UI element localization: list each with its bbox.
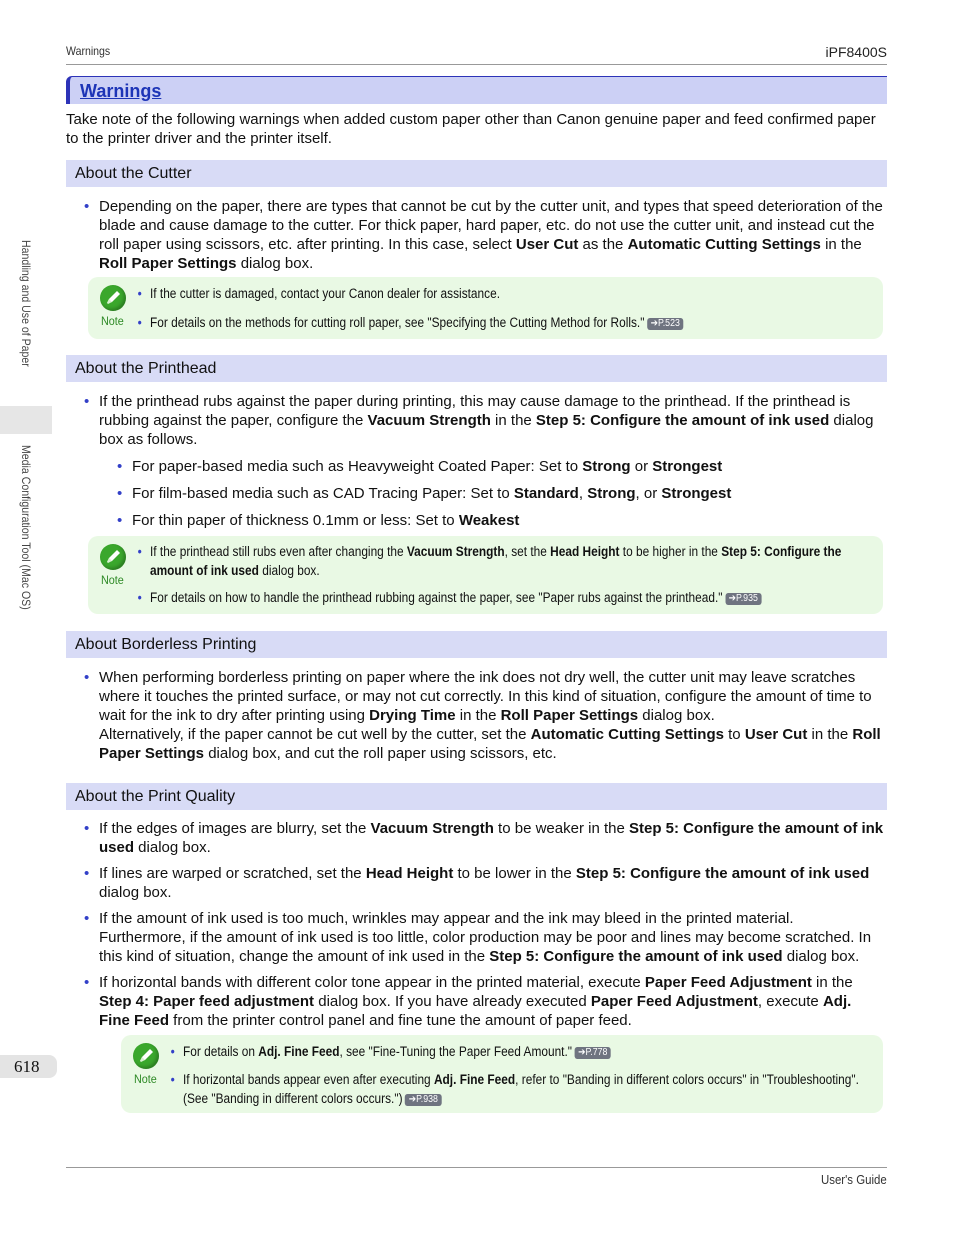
bullet-cutter-1: • Depending on the paper, there are types that cannot be cut by the cutter unit, and types that speed deterioration of the blade and cause damage to the cutter. For thick paper, hard paper, etc. do not use the cutter unit, and instead cut the roll paper using scissors, etc. after printing. In this case, select User Cut as the Automatic Cutting Settings in the Roll Paper Settings dialog box. (84, 198, 883, 272)
page-ref-link[interactable]: ➔P.935 (725, 593, 761, 605)
running-header-section: Warnings (66, 44, 111, 58)
note-item-printhead-2: • For details on how to handle the printhead rubbing against the paper, see "Paper rubs against the printhead." ➔P.935 (150, 588, 880, 607)
section-heading-cutter-bar (66, 160, 887, 187)
note-box-quality (121, 1035, 883, 1113)
running-header-model: iPF8400S (825, 44, 887, 60)
section-heading-borderless-bar (66, 631, 887, 658)
page-title-bar (66, 76, 887, 104)
note-label: Note (134, 1072, 157, 1086)
note-item-cutter-2: • For details on the methods for cutting roll paper, see "Specifying the Cutting Method for Rolls." ➔P.523 (150, 313, 872, 332)
bullet-borderless-1: • When performing borderless printing on paper where the ink does not dry well, the cutter unit may leave scratches where it touches the printed surface, or may not cut correctly. In this kind of situation, configure the amount of time to wait for the ink to dry after printing using Drying Time in the Roll Paper Settings dialog box. Alternatively, if the paper cannot be cut well by the cutter, set the Automatic Cutting Settings to User Cut in the Roll Paper Settings dialog box, and cut the roll paper using scissors, etc. (84, 669, 881, 762)
bullet-quality-1: • If the edges of images are blurry, set the Vacuum Strength to be weaker in the Step 5: Configure the amount of ink used dialog box. (84, 820, 884, 856)
page-title[interactable]: Warnings (80, 81, 162, 101)
note-pencil-icon (133, 1043, 159, 1069)
page-ref-link[interactable]: ➔P.778 (575, 1047, 611, 1059)
intro-paragraph: Take note of the following warnings when added custom paper other than Canon genuine paper and feed confirmed paper to the printer driver and the printer itself. (66, 111, 876, 147)
side-tab-divider (0, 406, 52, 434)
section-heading-borderless: About Borderless Printing (75, 636, 257, 653)
note-box-printhead (88, 536, 883, 614)
section-heading-printhead-bar (66, 355, 887, 382)
page-number-box (0, 1055, 57, 1078)
footer-divider (66, 1167, 887, 1168)
sub-bullet-printhead-3: • For thin paper of thickness 0.1mm or less: Set to Weakest (117, 512, 520, 529)
note-item-quality-2: • If horizontal bands appear even after executing Adj. Fine Feed, refer to "Banding in different colors occurs" in "Troubleshooting". (See "Banding in different colors occurs.") ➔P.938 (170, 1072, 859, 1106)
note-item-cutter-1: • If the cutter is damaged, contact your Canon dealer for assistance. (137, 286, 500, 301)
bullet-quality-2: • If lines are warped or scratched, set the Head Height to be lower in the Step 5: Configure the amount of ink used dialog box. (84, 865, 870, 901)
sub-bullet-printhead-2: • For film-based media such as CAD Tracing Paper: Set to Standard, Strong, or Strongest (117, 485, 732, 502)
section-heading-cutter: About the Cutter (75, 165, 192, 182)
sub-bullet-printhead-1: • For paper-based media such as Heavyweight Coated Paper: Set to Strong or Strongest (117, 458, 723, 475)
section-heading-printhead: About the Printhead (75, 360, 217, 377)
bullet-quality-4: • If horizontal bands with different color tone appear in the printed material, execute Paper Feed Adjustment in the Step 4: Paper feed adjustment dialog box. If you have already executed Paper Feed Adjustment, execute Adj. Fine Feed from the printer control panel and fine tune the amount of paper feed. (84, 974, 853, 1029)
page-number: 618 (14, 1057, 40, 1076)
note-label: Note (101, 314, 124, 328)
footer-guide-name: User's Guide (821, 1172, 887, 1187)
bullet-printhead-1: • If the printhead rubs against the paper during printing, this may cause damage to the printhead. If the printhead is rubbing against the paper, configure the Vacuum Strength in the Step 5: Configure the amount of ink used dialog box as follows. (84, 393, 874, 448)
note-label: Note (101, 573, 124, 587)
header-divider (66, 64, 887, 65)
bullet-quality-3: • If the amount of ink used is too much, wrinkles may appear and the ink may bleed in the printed material. Furthermore, if the amount of ink used is too little, color production may be poor and lines may become scratched. In this kind of situation, change the amount of ink used in the Step 5: Configure the amount of ink used dialog box. (84, 910, 872, 965)
section-heading-quality: About the Print Quality (75, 788, 236, 805)
note-box-cutter (88, 277, 883, 339)
side-tab-media-config-tool[interactable]: Media Configuration Tool (Mac OS) (19, 445, 33, 610)
note-pencil-icon (100, 544, 126, 570)
section-heading-quality-bar (66, 783, 887, 810)
note-pencil-icon (100, 285, 126, 311)
page-ref-link[interactable]: ➔P.523 (647, 318, 683, 330)
page-ref-link[interactable]: ➔P.938 (405, 1094, 441, 1106)
note-item-quality-1: • For details on Adj. Fine Feed, see "Fine-Tuning the Paper Feed Amount." ➔P.778 (183, 1042, 878, 1061)
note-item-printhead-1: • If the printhead still rubs even after changing the Vacuum Strength, set the Head Height to be higher in the Step 5: Configure the amount of ink used dialog box. (137, 544, 842, 578)
side-tab-handling-paper[interactable]: Handling and Use of Paper (19, 240, 33, 367)
